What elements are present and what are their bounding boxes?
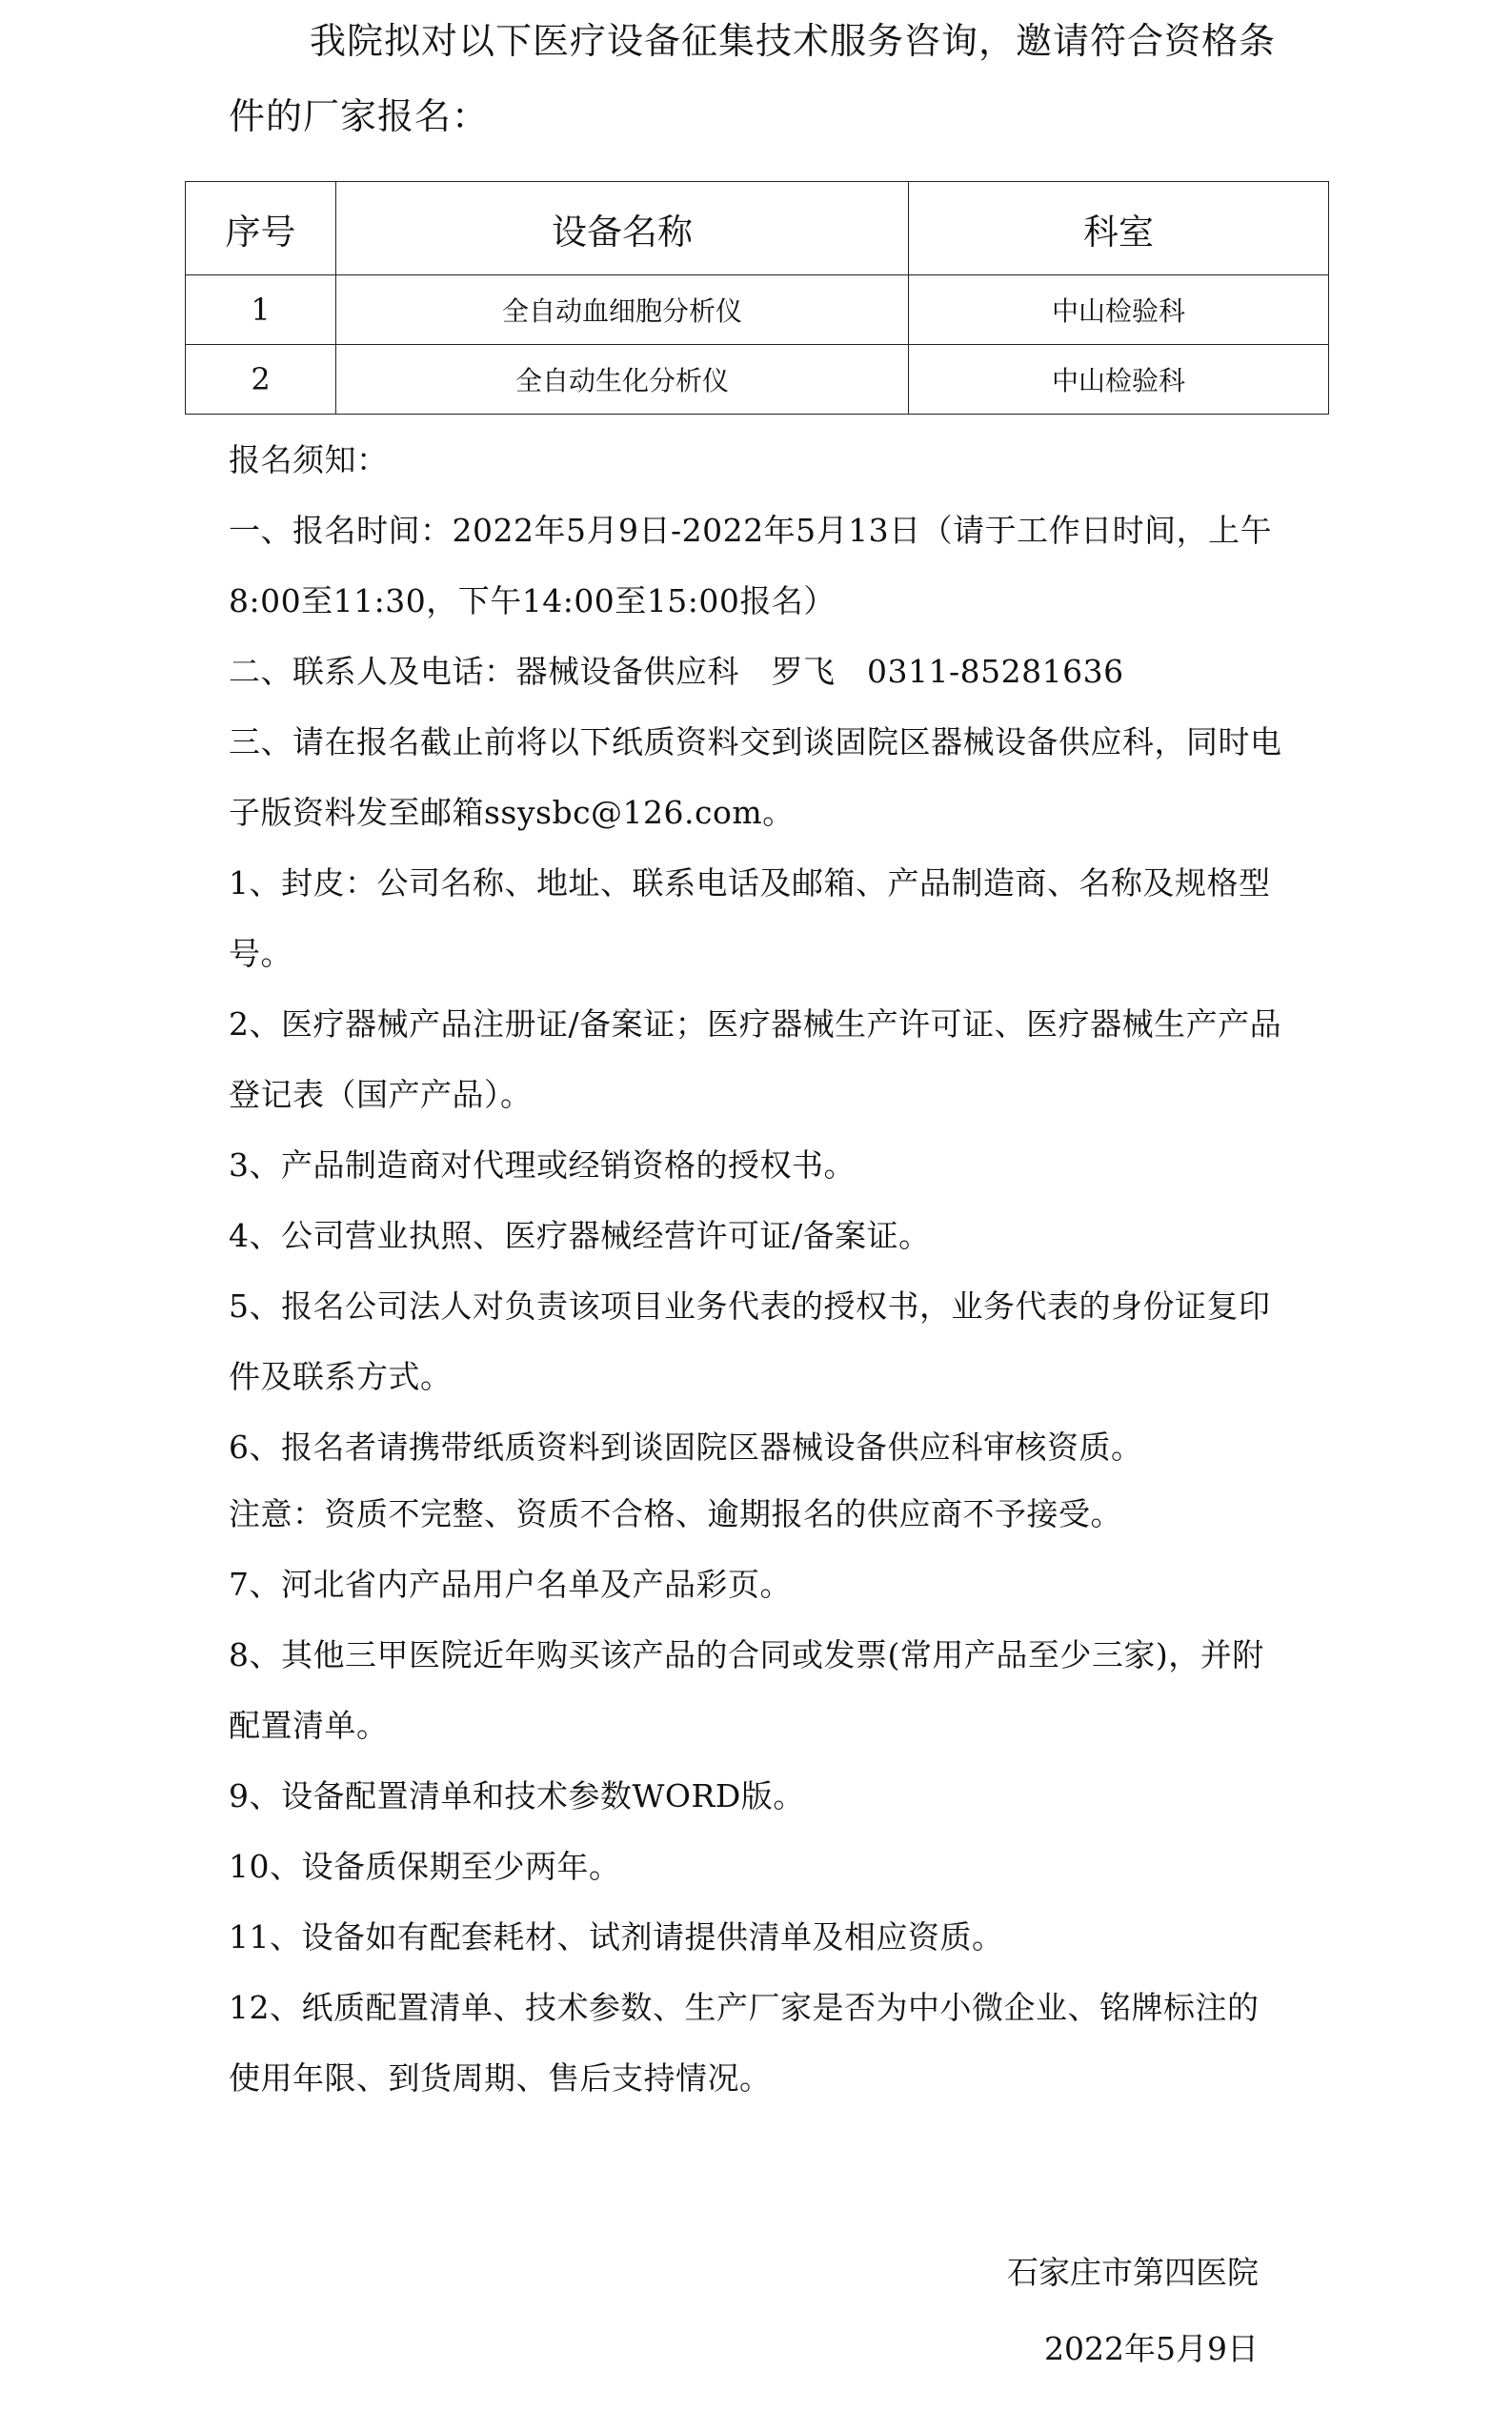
notes-heading: 报名须知：: [229, 441, 389, 478]
note-item-9: 9、设备配置清单和技术参数WORD版。: [229, 1777, 805, 1814]
header-index: 序号: [186, 182, 336, 275]
table-row: [186, 275, 1329, 345]
signature-organization: 石家庄市第四医院: [1007, 2254, 1259, 2291]
table-row: [186, 345, 1329, 415]
intro-paragraph: 我院拟对以下医疗设备征集技术服务咨询，邀请符合资格条件的厂家报名：: [229, 20, 1277, 137]
note-item-8: 8、其他三甲医院近年购买该产品的合同或发票(常用产品至少三家)，并附配置清单。: [229, 1636, 1264, 1744]
equipment-table: [185, 181, 1329, 415]
note-item-2: 2、医疗器械产品注册证/备案证；医疗器械生产许可证、医疗器械生产产品登记表（国产产品）。: [229, 1005, 1282, 1113]
note-item-6: 6、报名者请携带纸质资料到谈固院区器械设备供应科审核资质。: [229, 1429, 1143, 1466]
table-header-row: [186, 182, 1329, 275]
note-item-5: 5、报名公司法人对负责该项目业务代表的授权书，业务代表的身份证复印件及联系方式。: [229, 1287, 1271, 1395]
note-item-1: 1、封皮：公司名称、地址、联系电话及邮箱、产品制造商、名称及规格型号。: [229, 864, 1271, 972]
note-attention: 注意：资质不完整、资质不合格、逾期报名的供应商不予接受。: [229, 1495, 1122, 1532]
note-item-3: 3、产品制造商对代理或经销资格的授权书。: [229, 1146, 856, 1184]
row-index: 1: [186, 275, 336, 345]
note-contact: 二、联系人及电话：器械设备供应科 罗飞 0311-85281636: [229, 653, 1124, 690]
signature-block: [1007, 2235, 1259, 2387]
header-department: 科室: [909, 182, 1329, 275]
note-submission: 三、请在报名截止前将以下纸质资料交到谈固院区器械设备供应科，同时电子版资料发至邮箱ssysbc@126.com。: [229, 723, 1282, 831]
row-equipment-name: 全自动血细胞分析仪: [336, 275, 909, 345]
row-index: 2: [186, 345, 336, 415]
row-department: 中山检验科: [909, 345, 1329, 415]
note-registration-time: 一、报名时间：2022年5月9日-2022年5月13日（请于工作日时间，上午8:00至11:30，下午14:00至15:00报名）: [229, 512, 1273, 619]
row-equipment-name: 全自动生化分析仪: [336, 345, 909, 415]
note-item-4: 4、公司营业执照、医疗器械经营许可证/备案证。: [229, 1217, 931, 1254]
note-item-10: 10、设备质保期至少两年。: [229, 1848, 621, 1885]
registration-notes: [229, 425, 1286, 2114]
header-equipment-name: 设备名称: [336, 182, 909, 275]
signature-date: 2022年5月9日: [1044, 2330, 1259, 2367]
row-department: 中山检验科: [909, 275, 1329, 345]
note-item-11: 11、设备如有配套耗材、试剂请提供清单及相应资质。: [229, 1918, 1004, 1956]
note-item-12: 12、纸质配置清单、技术参数、生产厂家是否为中小微企业、铭牌标注的使用年限、到货周期、售后支持情况。: [229, 1989, 1260, 2097]
note-item-7: 7、河北省内产品用户名单及产品彩页。: [229, 1566, 792, 1603]
